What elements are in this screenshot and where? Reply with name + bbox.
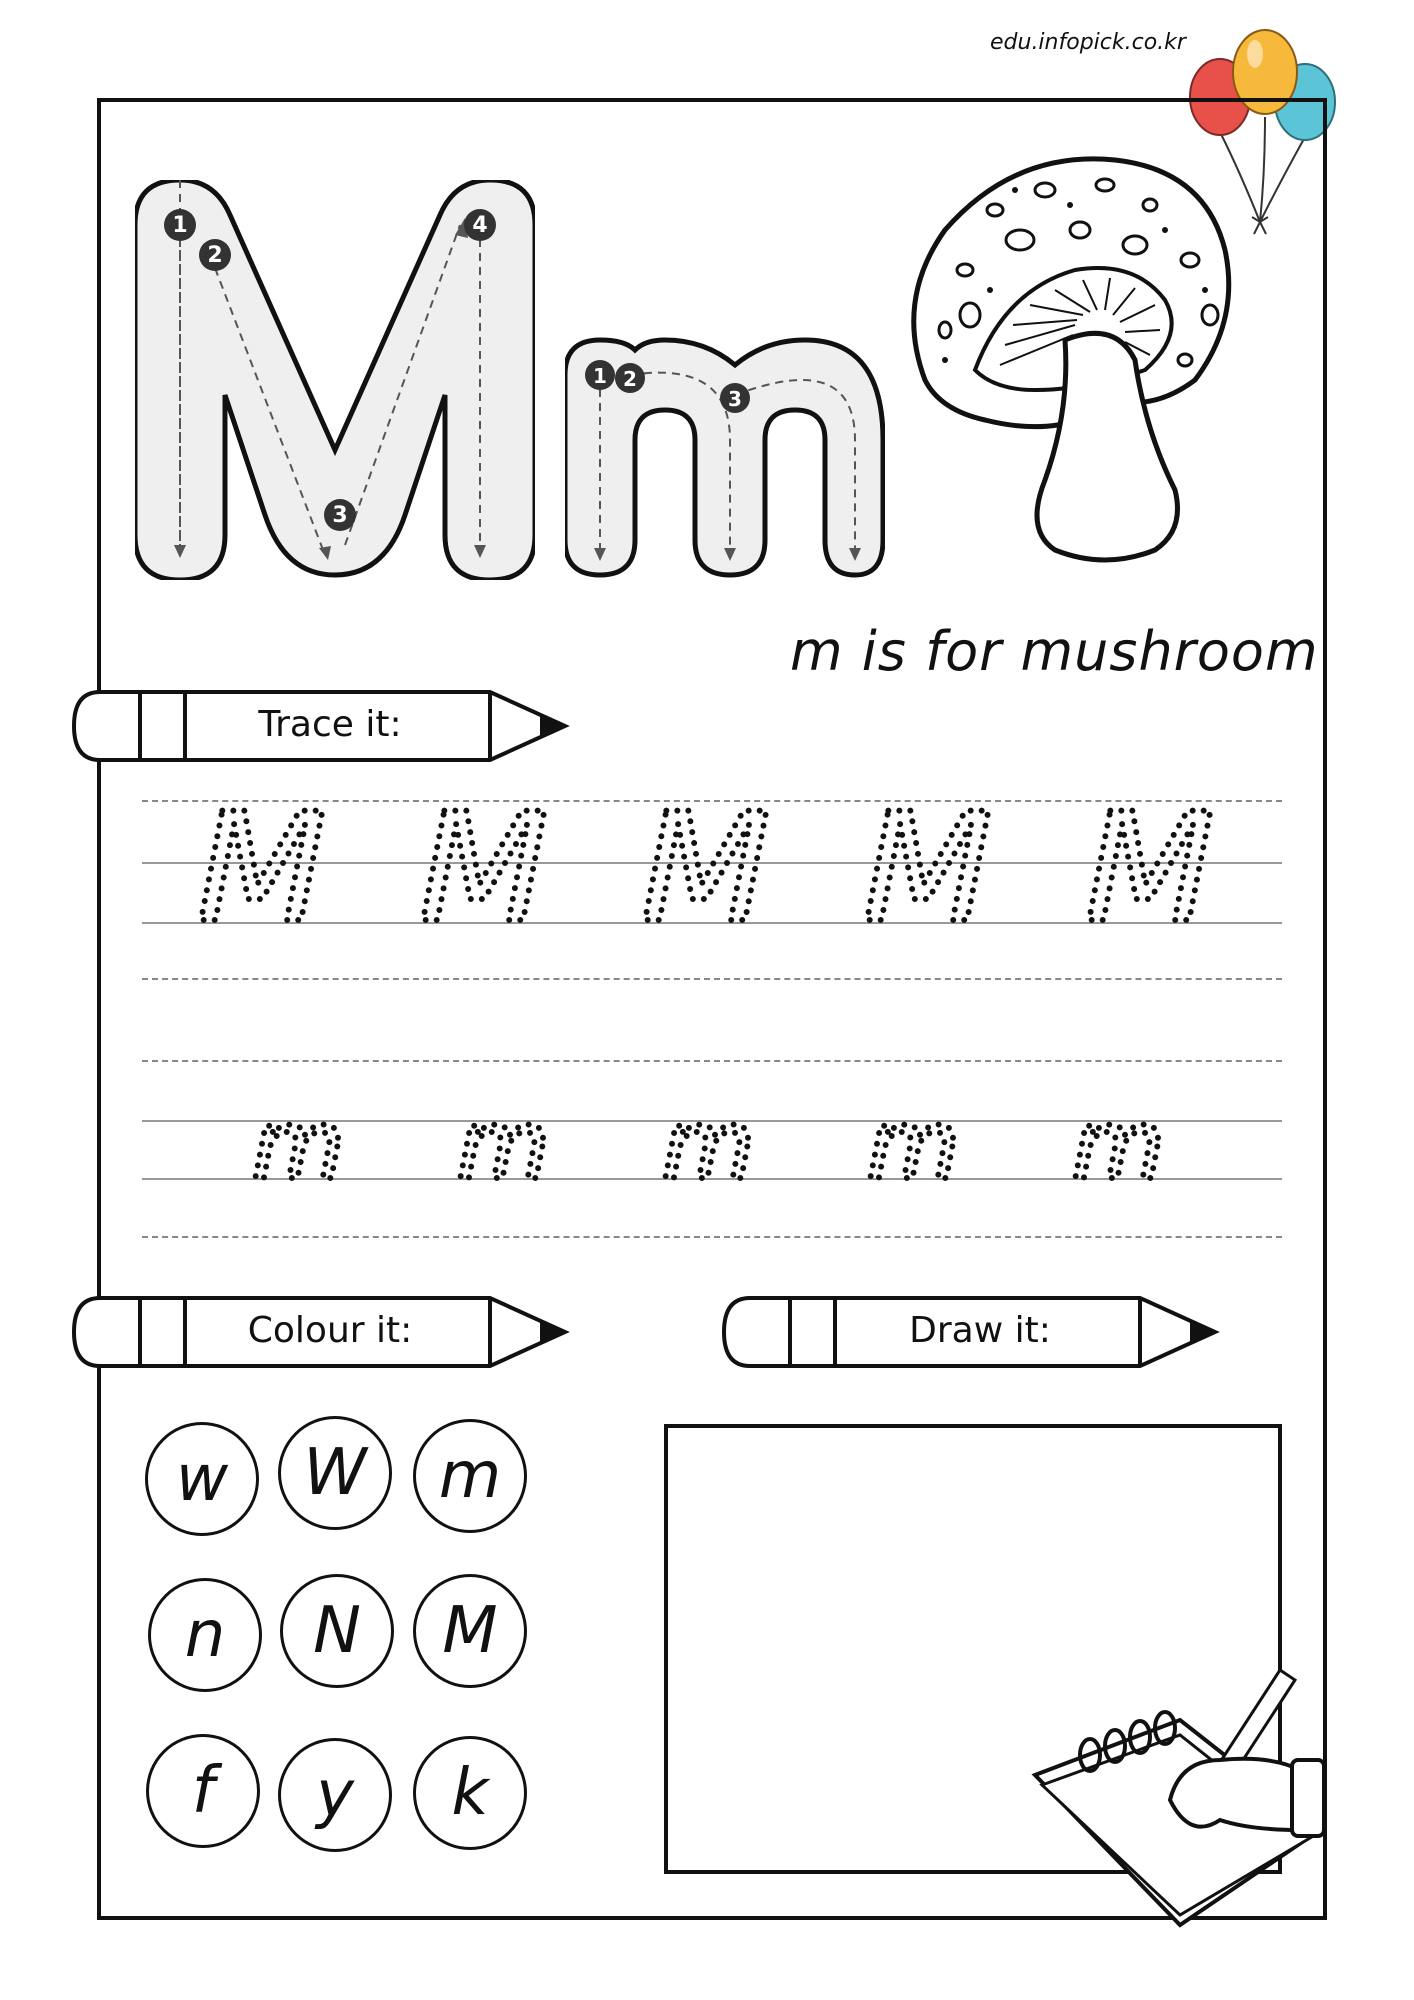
colour-circle[interactable]: f	[146, 1734, 260, 1848]
trace-letter-upper-5: M	[1085, 790, 1215, 930]
colour-circle[interactable]: n	[148, 1578, 262, 1692]
stroke-number: 2	[207, 243, 223, 268]
trace-letter-upper-2: M	[419, 790, 549, 930]
trace-letter-lower-1: m	[252, 1110, 345, 1190]
stroke-number: 1	[593, 364, 607, 388]
trace-letter-upper-3: M	[641, 790, 771, 930]
section-title-draw: Draw it:	[909, 1310, 1051, 1351]
trace-letter-lower-5: m	[1072, 1110, 1165, 1190]
stroke-number: 3	[332, 503, 348, 528]
stroke-number: 1	[172, 213, 188, 238]
section-title-colour: Colour it:	[247, 1310, 413, 1351]
uppercase-trace-letters	[142, 790, 1282, 930]
trace-letter-lower-2: m	[457, 1110, 550, 1190]
writing-hand-icon	[1030, 1660, 1330, 1940]
colour-circle[interactable]: M	[413, 1574, 527, 1688]
mushroom-icon	[905, 150, 1245, 580]
trace-letter-upper-1: M	[197, 790, 327, 930]
stroke-number: 3	[728, 387, 742, 411]
stroke-number: 4	[472, 213, 488, 238]
colour-circle[interactable]: k	[413, 1736, 527, 1850]
colour-circle[interactable]: y	[278, 1738, 392, 1852]
stroke-number: 2	[623, 367, 637, 391]
section-title-trace: Trace it:	[258, 704, 402, 745]
site-url: edu.infopick.co.kr	[990, 30, 1186, 55]
lowercase-letter-tracing-guide	[565, 330, 885, 580]
trace-letter-lower-3: m	[662, 1110, 755, 1190]
trace-letter-lower-4: m	[867, 1110, 960, 1190]
colour-circle[interactable]: m	[413, 1419, 527, 1533]
trace-divider	[142, 978, 1282, 980]
word-caption: m is for mushroom	[790, 620, 1319, 683]
lowercase-trace-letters	[142, 1110, 1282, 1190]
colour-circle[interactable]: W	[278, 1416, 392, 1530]
colour-circle[interactable]: w	[145, 1422, 259, 1536]
trace-letter-upper-4: M	[863, 790, 993, 930]
colour-circle[interactable]: N	[280, 1574, 394, 1688]
